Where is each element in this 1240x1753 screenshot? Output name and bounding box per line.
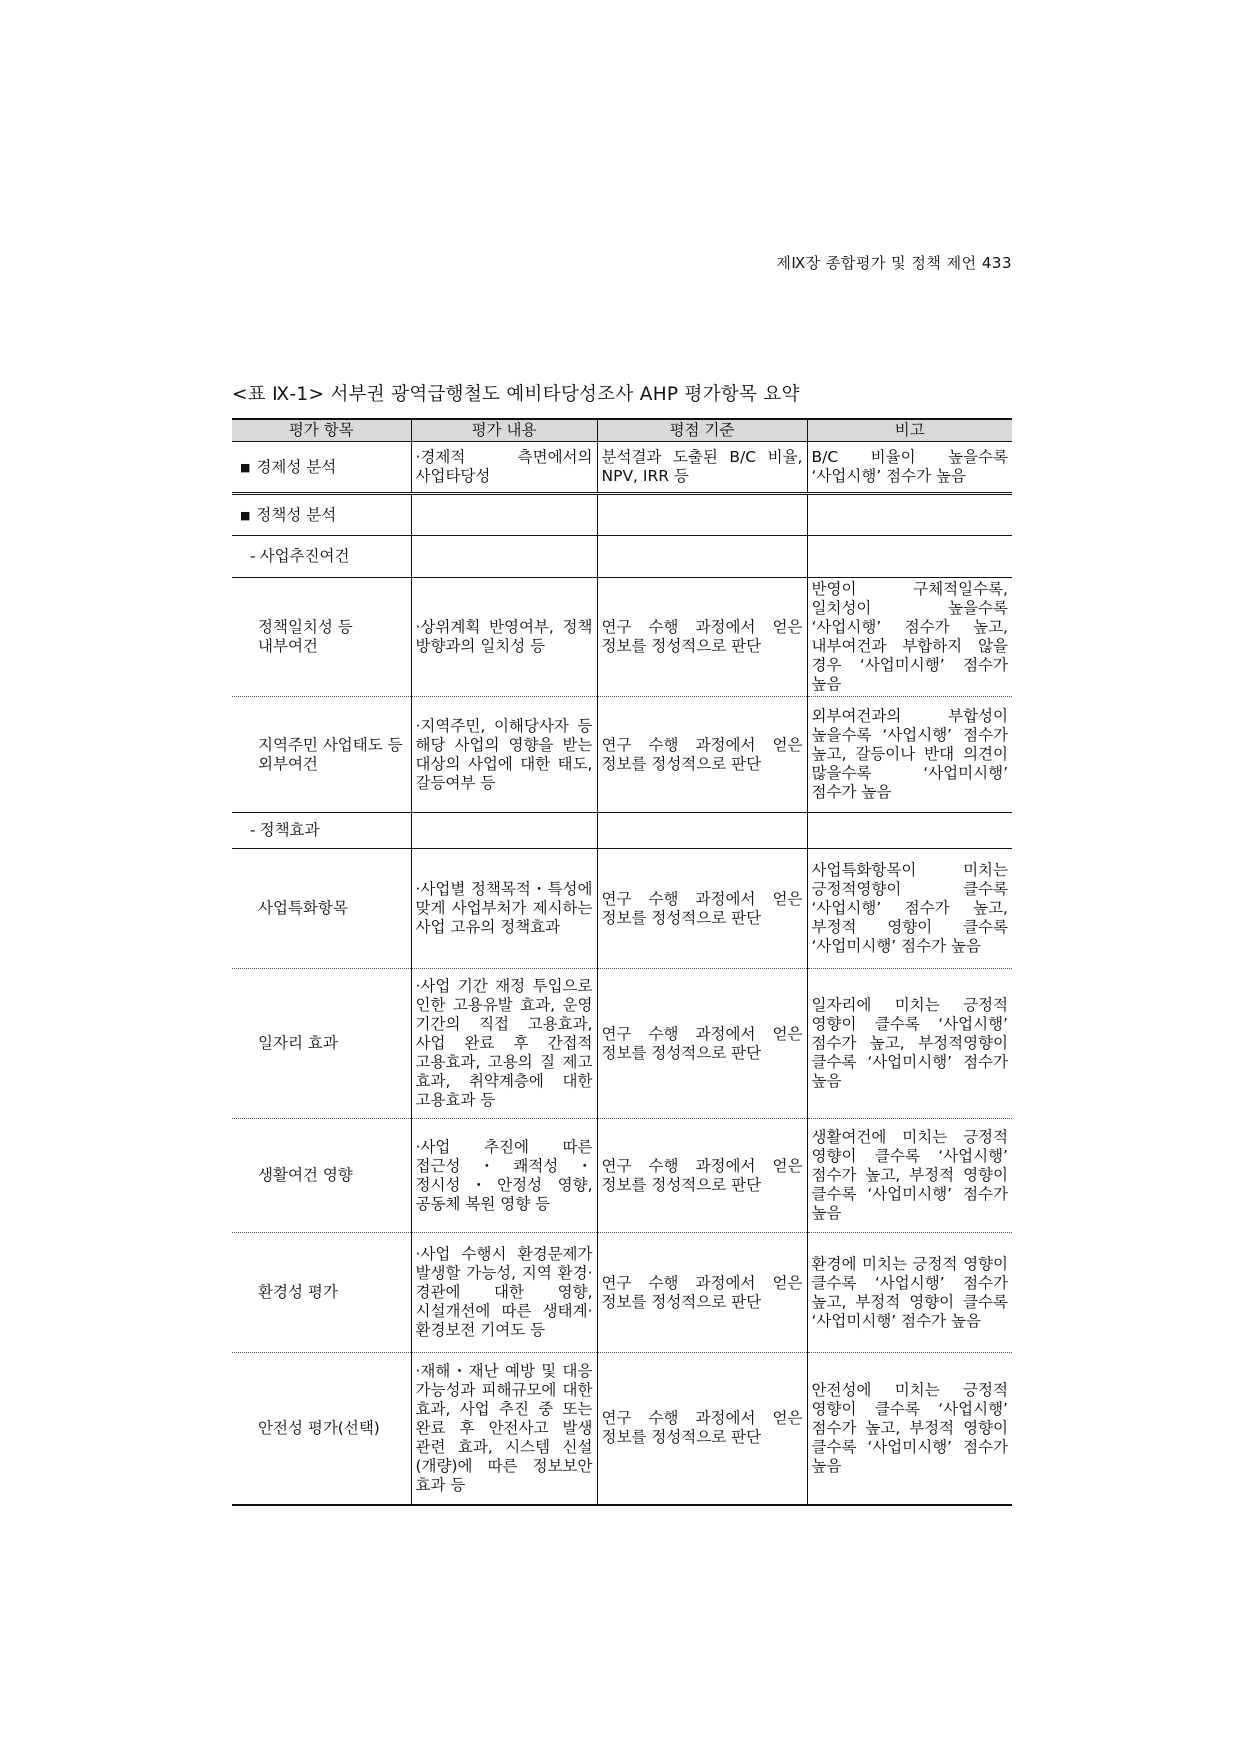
item-cell: 환경성 평가 [232, 1233, 411, 1353]
item-label: 경제성 분석 [256, 457, 337, 476]
content-cell: ·사업 기간 재정 투입으로 인한 고용유발 효과, 운영 기간의 직접 고용효과, 사업 완료 후 간접적 고용효과, 고용의 질 제고 효과, 취약계층에 대한 고용효과 등 [411, 969, 597, 1119]
item-label: 정책성 분석 [256, 505, 337, 524]
content-cell: ·지역주민, 이해당사자 등 해당 사업의 영향을 받는 대상의 사업에 대한 태도, 갈등여부 등 [411, 697, 597, 813]
table-row [232, 1233, 1012, 1353]
item-label: 정책효과 [259, 821, 320, 839]
col-header-item: 평가 항목 [232, 419, 411, 442]
content-cell: ·상위계획 반영여부, 정책 방향과의 일치성 등 [411, 578, 597, 697]
content-cell [411, 536, 597, 578]
criteria-cell: 연구 수행 과정에서 얻은 정보를 정성적으로 판단 [597, 1233, 807, 1353]
table-row [232, 849, 1012, 969]
square-bullet-icon: ■ [240, 508, 251, 522]
note-cell: 생활여건에 미치는 긍정적 영향이 클수록 ‘사업시행’ 점수가 높고, 부정적 영향이 클수록 ‘사업미시행’ 점수가 높음 [807, 1119, 1012, 1233]
criteria-cell: 연구 수행 과정에서 얻은 정보를 정성적으로 판단 [597, 849, 807, 969]
item-cell: 사업특화항목 [232, 849, 411, 969]
note-cell [807, 813, 1012, 849]
criteria-cell [597, 494, 807, 536]
item-cell: 일자리 효과 [232, 969, 411, 1119]
note-cell: 사업특화항목이 미치는 긍정적영향이 클수록 ‘사업시행’ 점수가 높고, 부정적 영향이 클수록 ‘사업미시행’ 점수가 높음 [807, 849, 1012, 969]
running-header: 제Ⅸ장 종합평가 및 정책 제언 433 [776, 254, 1012, 272]
content-cell: ·사업 수행시 환경문제가 발생할 가능성, 지역 환경·경관에 대한 영향, 시설개선에 따른 생태계·환경보전 기여도 등 [411, 1233, 597, 1353]
note-cell: 반영이 구체적일수록, 일치성이 높을수록 ‘사업시행’ 점수가 높고, 내부여건과 부합하지 않을 경우 ‘사업미시행’ 점수가 높음 [807, 578, 1012, 697]
item-cell: 지역주민 사업태도 등 외부여건 [232, 697, 411, 813]
criteria-cell [597, 813, 807, 849]
dash-marker: - [250, 821, 256, 839]
note-cell [807, 536, 1012, 578]
content-cell: ·사업별 정책목적・특성에 맞게 사업부처가 제시하는 사업 고유의 정책효과 [411, 849, 597, 969]
square-bullet-icon: ■ [240, 460, 251, 474]
table-row [232, 494, 1012, 536]
table-row [232, 1353, 1012, 1505]
note-cell [807, 494, 1012, 536]
content-cell: ·경제적 측면에서의 사업타당성 [411, 442, 597, 494]
table-row [232, 697, 1012, 813]
table-caption: <표 Ⅸ-1> 서부권 광역급행철도 예비타당성조사 AHP 평가항목 요약 [232, 384, 800, 405]
dash-marker: - [250, 547, 256, 565]
criteria-cell: 분석결과 도출된 B/C 비율, NPV, IRR 등 [597, 442, 807, 494]
col-header-criteria: 평점 기준 [597, 419, 807, 442]
criteria-cell: 연구 수행 과정에서 얻은 정보를 정성적으로 판단 [597, 1353, 807, 1505]
table-row [232, 442, 1012, 494]
item-cell [232, 813, 411, 849]
note-cell: 안전성에 미치는 긍정적 영향이 클수록 ‘사업시행’ 점수가 높고, 부정적 영향이 클수록 ‘사업미시행’ 점수가 높음 [807, 1353, 1012, 1505]
criteria-cell: 연구 수행 과정에서 얻은 정보를 정성적으로 판단 [597, 578, 807, 697]
note-cell: 환경에 미치는 긍정적 영향이 클수록 ‘사업시행’ 점수가 높고, 부정적 영향이 클수록 ‘사업미시행’ 점수가 높음 [807, 1233, 1012, 1353]
ahp-summary-table [232, 418, 1012, 1506]
item-cell [232, 536, 411, 578]
item-cell [232, 442, 411, 494]
note-cell: 외부여건과의 부합성이 높을수록 ‘사업시행’ 점수가 높고, 갈등이나 반대 의견이 많을수록 ‘사업미시행’ 점수가 높음 [807, 697, 1012, 813]
content-cell [411, 494, 597, 536]
note-cell: B/C 비율이 높을수록 ‘사업시행’ 점수가 높음 [807, 442, 1012, 494]
item-cell: 생활여건 영향 [232, 1119, 411, 1233]
criteria-cell: 연구 수행 과정에서 얻은 정보를 정성적으로 판단 [597, 969, 807, 1119]
criteria-cell [597, 536, 807, 578]
table-row [232, 578, 1012, 697]
note-cell: 일자리에 미치는 긍정적 영향이 클수록 ‘사업시행’ 점수가 높고, 부정적영향이 클수록 ‘사업미시행’ 점수가 높음 [807, 969, 1012, 1119]
col-header-content: 평가 내용 [411, 419, 597, 442]
content-cell: ·재해・재난 예방 및 대응 가능성과 피해규모에 대한 효과, 사업 추진 중 또는 완료 후 안전사고 발생 관련 효과, 시스템 신설(개량)에 따른 정보보안 효과 등 [411, 1353, 597, 1505]
content-cell: ·사업 추진에 따른 접근성・쾌적성・정시성・안정성 영향, 공동체 복원 영향 등 [411, 1119, 597, 1233]
col-header-note: 비고 [807, 419, 1012, 442]
table-row [232, 1119, 1012, 1233]
item-cell [232, 494, 411, 536]
table-row [232, 969, 1012, 1119]
item-label: 사업추진여건 [259, 547, 350, 565]
table-row [232, 536, 1012, 578]
criteria-cell: 연구 수행 과정에서 얻은 정보를 정성적으로 판단 [597, 1119, 807, 1233]
table-row [232, 813, 1012, 849]
item-cell: 정책일치성 등 내부여건 [232, 578, 411, 697]
table-header-row [232, 419, 1012, 442]
content-cell [411, 813, 597, 849]
criteria-cell: 연구 수행 과정에서 얻은 정보를 정성적으로 판단 [597, 697, 807, 813]
item-cell: 안전성 평가(선택) [232, 1353, 411, 1505]
